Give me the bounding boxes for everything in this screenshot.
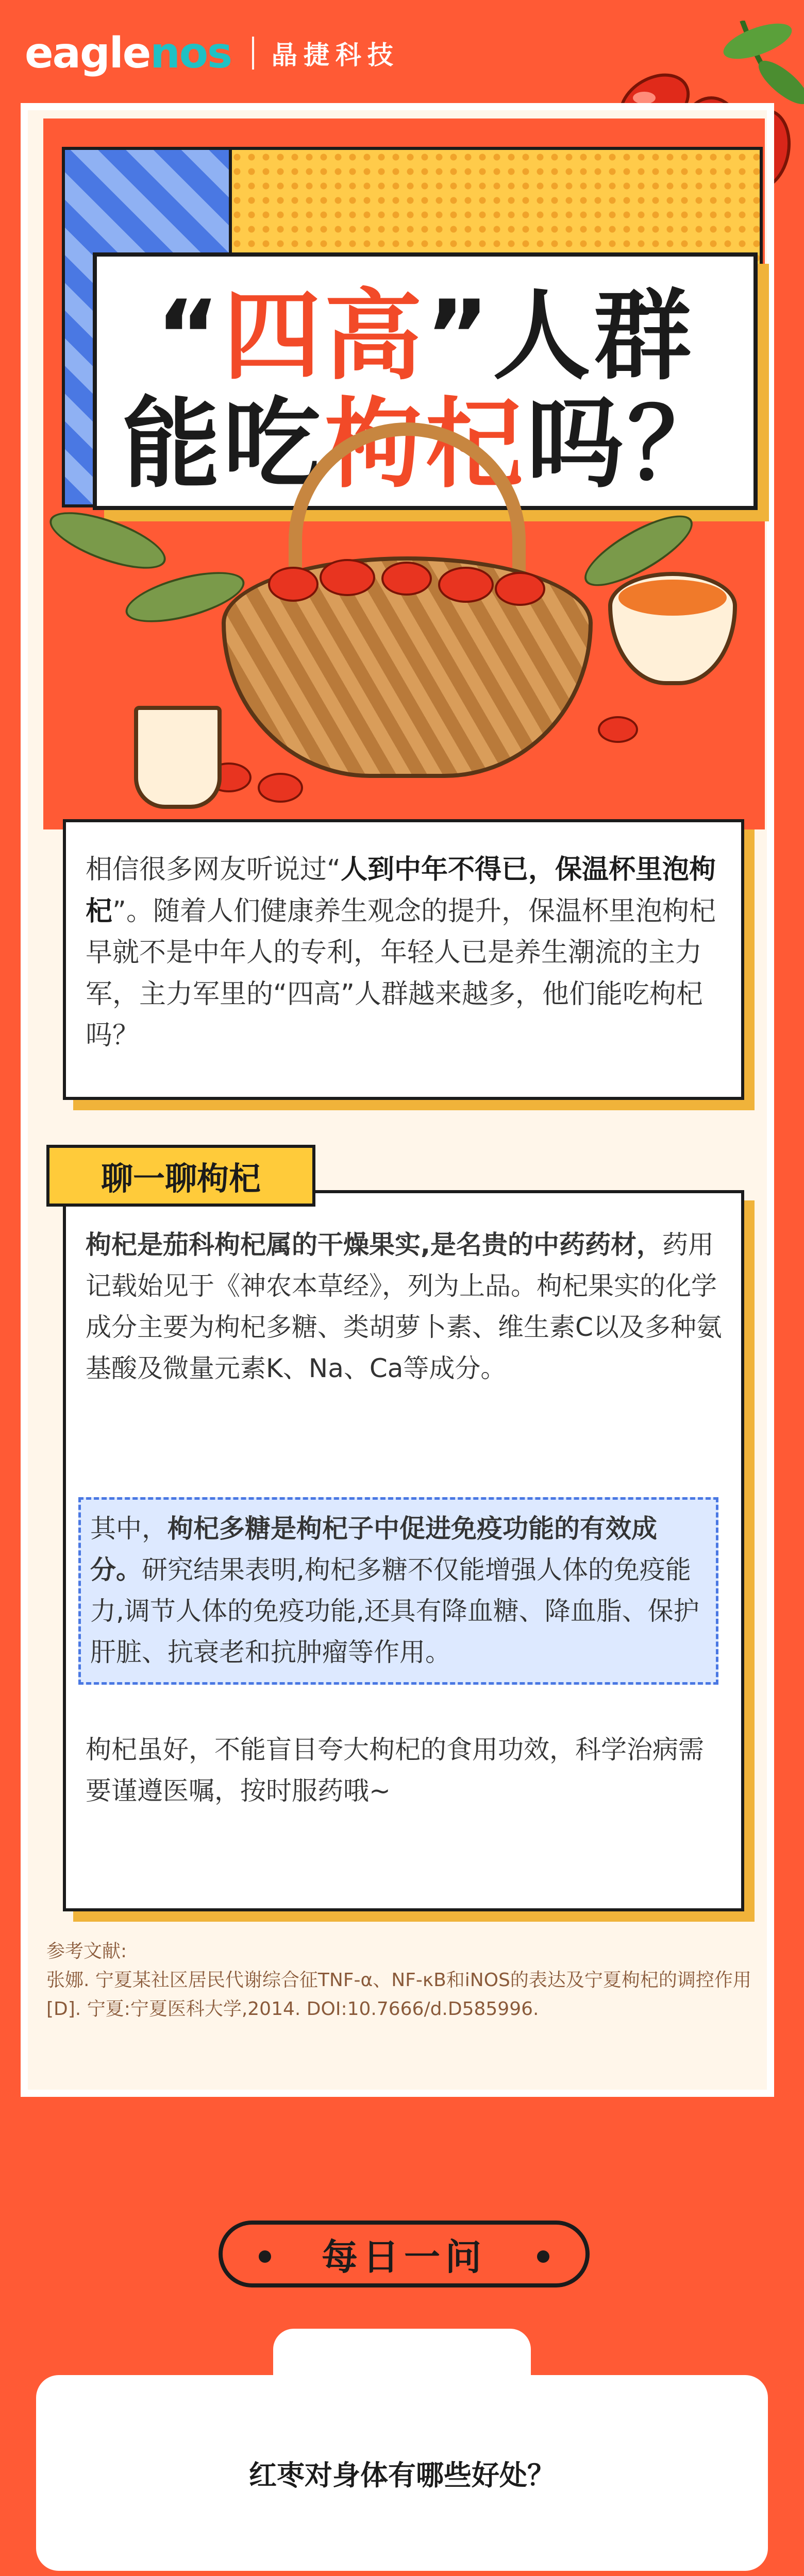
question-text: 红枣对身体有哪些好处？ (249, 2459, 555, 2492)
eaglenos-logo: eaglenos (25, 28, 231, 78)
goji-berry-icon (381, 562, 432, 596)
goji-berry-icon (438, 567, 494, 603)
daily-question-pill (219, 2221, 590, 2287)
dot-icon (537, 2250, 549, 2263)
goji-berry-icon (320, 559, 375, 596)
references (46, 1937, 758, 2023)
brand-header (25, 25, 399, 81)
intro-text-a: 相信很多网友听说过“ (86, 854, 341, 885)
hero-title-line1: “四高”人群 (156, 279, 695, 393)
section-highlight-paragraph: 其中，枸杞多糖是枸杞子中促进免疫功能的有效成分。研究结果表明,枸杞多糖不仅能增强人体的免疫能力,调节人体的免疫功能,还具有降血糖、降血脂、保护肝脏、抗衰老和抗肿瘤等作用。 (78, 1497, 718, 1685)
logo-divider (252, 37, 254, 70)
question-card (36, 2375, 768, 2571)
section-content-box (63, 1190, 744, 1911)
section-paragraph-1: 枸杞是茄科枸杞属的干燥果实,是名贵的中药药材，药用记载始见于《神农本草经》，列为上品。枸杞果实的化学成分主要为枸杞多糖、类胡萝卜素、维生素C以及多种氨基酸及微量元素K、Na、Ca等成分。 (86, 1230, 722, 1383)
intro-box (63, 819, 744, 1100)
dot-icon (259, 2250, 271, 2263)
section-paragraph-3: 枸杞虽好，不能盲目夸大枸杞的食用功效，科学治病需要谨遵医嘱，按时服药哦~ (86, 1735, 704, 1806)
hero-title-line2: 能吃枸杞吗？ (122, 387, 729, 501)
goji-berry-icon (598, 716, 638, 743)
goji-berry-icon (495, 572, 545, 606)
references-heading: 参考文献: (46, 1941, 127, 1962)
cup-icon (134, 706, 222, 809)
goji-berry-icon (268, 567, 319, 602)
intro-text-b: ”。随着人们健康养生观念的提升，保温杯里泡枸杞早就不是中年人的专利，年轻人已是养生潮流的主力军，主力军里的“四高”人群越来越多，他们能吃枸杞吗？ (86, 895, 716, 1052)
section-label: 聊一聊枸杞 (46, 1145, 315, 1207)
brand-name-cn: 晶捷科技 (271, 40, 399, 70)
goji-berry-icon (258, 773, 303, 803)
daily-question-label: 每日一问 (322, 2235, 487, 2278)
intro-text-bold: 人到中年不得已，保温杯里泡枸杞 (86, 854, 716, 927)
tea-surface-icon (618, 580, 727, 616)
reference-item: 张娜. 宁夏某社区居民代谢综合征TNF-α、NF-κB和iNOS的表达及宁夏枸杞的调控作用[D]. 宁夏:宁夏医科大学,2014. DOI:10.7666/d.D585996. (46, 1969, 751, 2020)
